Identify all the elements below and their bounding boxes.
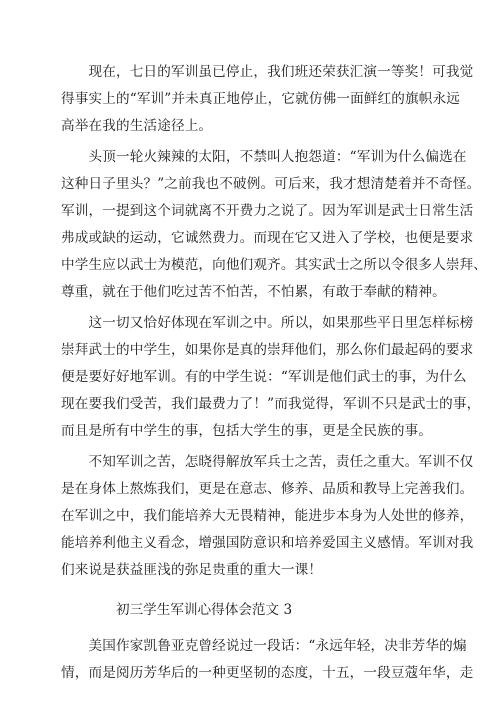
paragraph-3-line-4: 现在要我们受苦，我们最费力了！”而我觉得，军训不只是武士的事，: [61, 396, 481, 412]
paragraph-2-line-2: 这种日子里头？”之前我也不破例。可后来，我才想清楚着并不奇怪。: [61, 176, 481, 192]
paragraph-2-line-3: 军训，一提到这个词就离不开费力之说了。因为军训是武士日常生活: [61, 203, 474, 219]
paragraph-1-line-3: 高举在我的生活途径上。: [61, 118, 213, 134]
paragraph-2-line-4: 弗成或缺的运动，它诚然费力。而现在它又进入了学校，也便是要求: [61, 230, 474, 246]
paragraph-4-line-2: 是在身体上熬炼我们，更是在意志、修养、品质和教导上完善我们。: [61, 481, 474, 497]
paragraph-1-line-1: 现在，七日的军训虽已停止，我们班还荣获汇演一等奖！可我觉: [61, 64, 474, 80]
trailing-paragraph-line-1: 美国作家凯鲁亚克曾经说过一段话：“永远年轻，决非芳华的煽: [61, 638, 467, 654]
paragraph-2-line-6: 尊重，就在于他们吃过苦不怕苦，不怕累，有敢于奉献的精神。: [61, 284, 446, 300]
paragraph-2-line-5: 中学生应以武士为模范，向他们观齐。其实武士之所以令很多人崇拜、: [61, 257, 488, 273]
section-heading: 初三学生军训心得体会范文 3: [116, 602, 293, 618]
paragraph-4-line-4: 能培养利他主义看念，增强国防意识和培养爱国主义感情。军训对我: [61, 535, 474, 551]
paragraph-3-line-3: 便是要好好地军训。有的中学生说：“军训是他们武士的事，为什么: [61, 369, 467, 385]
paragraph-2-line-1: 头顶一轮火辣辣的太阳，不禁叫人抱怨道：“军训为什么偏选在: [61, 149, 467, 165]
trailing-paragraph-line-2: 情，而是阅历芳华后的一种更坚韧的态度，十五，一段豆蔻年华，走: [61, 665, 474, 681]
paragraph-4-line-1: 不知军训之苦，怎晓得解放军兵士之苦，责任之重大。军训不仅: [61, 454, 474, 470]
paragraph-3-line-2: 崇拜武士的中学生，如果你是真的崇拜他们，那么你们最起码的要求: [61, 342, 474, 358]
paragraph-3-line-1: 这一切又恰好体现在军训之中。所以，如果那些平日里怎样标榜: [61, 315, 474, 331]
paragraph-4-line-5: 们来说是获益匪浅的弥足贵重的重大一课！: [61, 562, 323, 578]
paragraph-4-line-3: 在军训之中，我们能培养大无畏精神，能进步本身为人处世的修养，: [61, 508, 474, 524]
paragraph-1-line-2: 得事实上的“军训”并未真正地停止，它就仿佛一面鲜红的旗帜永远: [61, 91, 461, 107]
paragraph-3-line-5: 而且是所有中学生的事，包括大学生的事，更是全民族的事。: [61, 423, 433, 439]
